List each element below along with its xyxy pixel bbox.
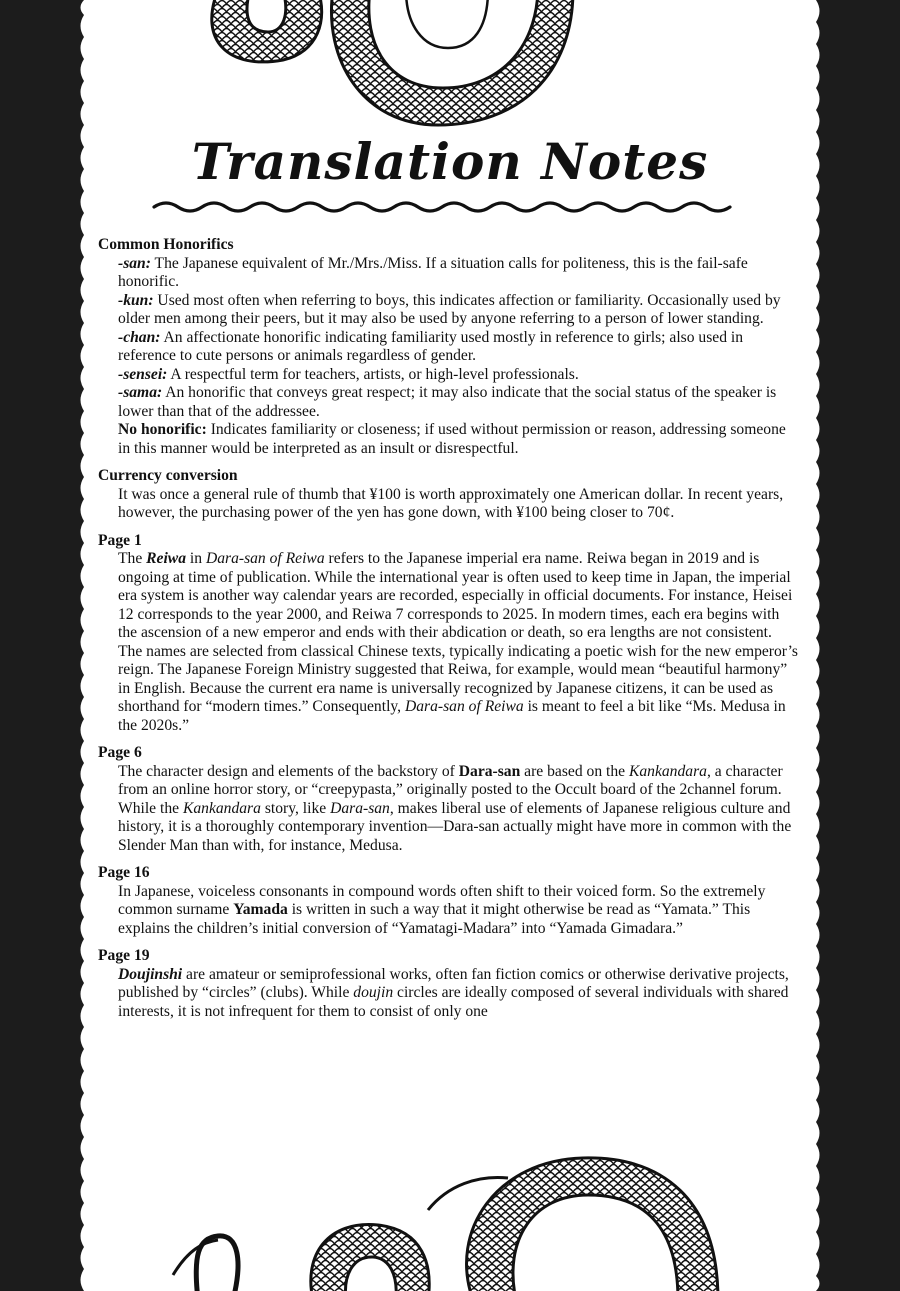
term: -san:	[118, 254, 151, 272]
term-dara-san: Dara-san	[458, 762, 521, 780]
text-run: in	[186, 550, 206, 567]
notes-content	[98, 236, 798, 1030]
honorific-sama	[118, 384, 798, 421]
section-page-19	[98, 947, 798, 1021]
honorific-sensei	[118, 366, 798, 385]
wavy-divider	[150, 196, 750, 218]
section-honorifics	[98, 236, 798, 458]
honorific-none	[118, 421, 798, 458]
section-heading: Page 19	[98, 947, 150, 964]
note-text	[98, 550, 798, 735]
section-heading: Page 16	[98, 864, 150, 881]
text-run: , a character from an online horror story, or “creepypasta,” originally posted to the Occult board of the 2channel forum. While the	[118, 762, 783, 817]
term-yamada: Yamada	[233, 901, 288, 918]
definition: The Japanese equivalent of Mr./Mrs./Miss. If a situation calls for politeness, this is the fail-safe honorific.	[118, 254, 748, 290]
text-run: In Japanese, voiceless consonants in compound words often shift to their voiced form. So the extremely common surname	[118, 882, 766, 918]
definition: An affectionate honorific indicating familiarity used mostly in reference to girls; also used in reference to cute persons or animals regardless of gender.	[118, 328, 744, 364]
text-run: are based on the	[520, 762, 629, 780]
definition: An honorific that conveys great respect; it may also indicate that the social status of the speaker is lower than that of the addressee.	[118, 384, 777, 420]
text-run: circles are ideally composed of several individuals with shared interests, it is not infrequent for them to consist of only one	[118, 984, 789, 1020]
text-run: story, like	[260, 799, 331, 817]
text-run: refers to the Japanese imperial era name. Reiwa began in 2019 and is ongoing at time of publication. While the international year is often used to keep time in Japan, the imperial era system is another way calendar years are recorded, especially in official documents. For instance, Heisei 12 corresponds to the year 2000, and Reiwa 7 corresponds to 2025. In modern times, each era begins with the ascension of a new emperor and ends with their abdication or death, so era lengths are not consistent. The names are selected from classical Chinese texts, typically indicating a poetic wish for the new emperor’s reign. The Japanese Foreign Ministry suggested that Reiwa, for example, would mean “beautiful harmony” in English. Because the current era name is universally recognized by Japanese citizens, it can be used as shorthand for “modern times.” Consequently,	[118, 550, 798, 715]
text-run: is meant to feel a bit like “Ms. Medusa in the 2020s.”	[118, 698, 786, 734]
honorific-san	[118, 255, 798, 292]
definition: Indicates familiarity or closeness; if used without permission or reason, addressing someone in this manner would be interpreted as an insult or disrespectful.	[118, 421, 786, 457]
term-doujin: doujin	[353, 984, 394, 1001]
text-run: , makes liberal use of elements of Japanese religious culture and history, it is a thoroughly contemporary invention—Dara-san actually might have more in common with the Slender Man than with, for instance, Medusa.	[118, 799, 792, 854]
section-heading: Page 6	[98, 744, 142, 761]
term: -kun:	[118, 291, 154, 309]
page-title: Translation Notes	[191, 132, 709, 191]
honorific-chan	[118, 329, 798, 366]
term-dara-san: Dara-san	[330, 799, 390, 817]
text-run: is written in such a way that it might otherwise be read as “Yamata.” This explains the children’s initial conversion of “Yamatagi-Madara” into “Yamada Gimadara.”	[118, 901, 751, 937]
section-currency	[98, 467, 798, 523]
book-title: Dara-san of Reiwa	[404, 698, 524, 715]
section-heading: Page 1	[98, 531, 142, 549]
term: -sensei:	[118, 365, 168, 383]
note-text	[98, 966, 798, 1022]
term: No honorific:	[118, 421, 207, 438]
definition: Used most often when referring to boys, this indicates affection or familiarity. Occasionally used by older men among their peers, but it may also be used by anyone referring to a person of lower standing.	[118, 291, 781, 327]
definition: A respectful term for teachers, artists, or high-level professionals.	[167, 365, 579, 383]
text-run: are amateur or semiprofessional works, often fan fiction comics or otherwise derivative projects, published by “circles” (clubs). While	[118, 965, 789, 1001]
section-heading: Common Honorifics	[98, 236, 234, 253]
section-page-1	[98, 532, 798, 736]
note-text	[98, 883, 798, 939]
page-sheet	[78, 0, 822, 1291]
text-run: The character design and elements of the backstory of	[118, 762, 459, 780]
term-doujinshi: Doujinshi	[118, 965, 183, 983]
term-kankandara: Kankandara	[182, 799, 261, 817]
note-text	[98, 763, 798, 856]
section-page-16	[98, 864, 798, 938]
honorific-kun	[118, 292, 798, 329]
section-page-6	[98, 744, 798, 855]
note-text: It was once a general rule of thumb that ¥100 is worth approximately one American dollar. In recent years, however, the purchasing power of the yen has gone down, with ¥100 being closer to 70¢.	[118, 485, 784, 521]
term: -sama:	[118, 384, 163, 401]
term: -chan:	[118, 328, 161, 346]
text-run: The	[118, 550, 147, 567]
book-title: Dara-san of Reiwa	[205, 550, 325, 567]
term-kankandara: Kankandara	[628, 762, 707, 780]
term-reiwa: Reiwa	[146, 550, 187, 567]
section-heading: Currency conversion	[98, 467, 238, 484]
honorifics-list	[98, 255, 798, 459]
